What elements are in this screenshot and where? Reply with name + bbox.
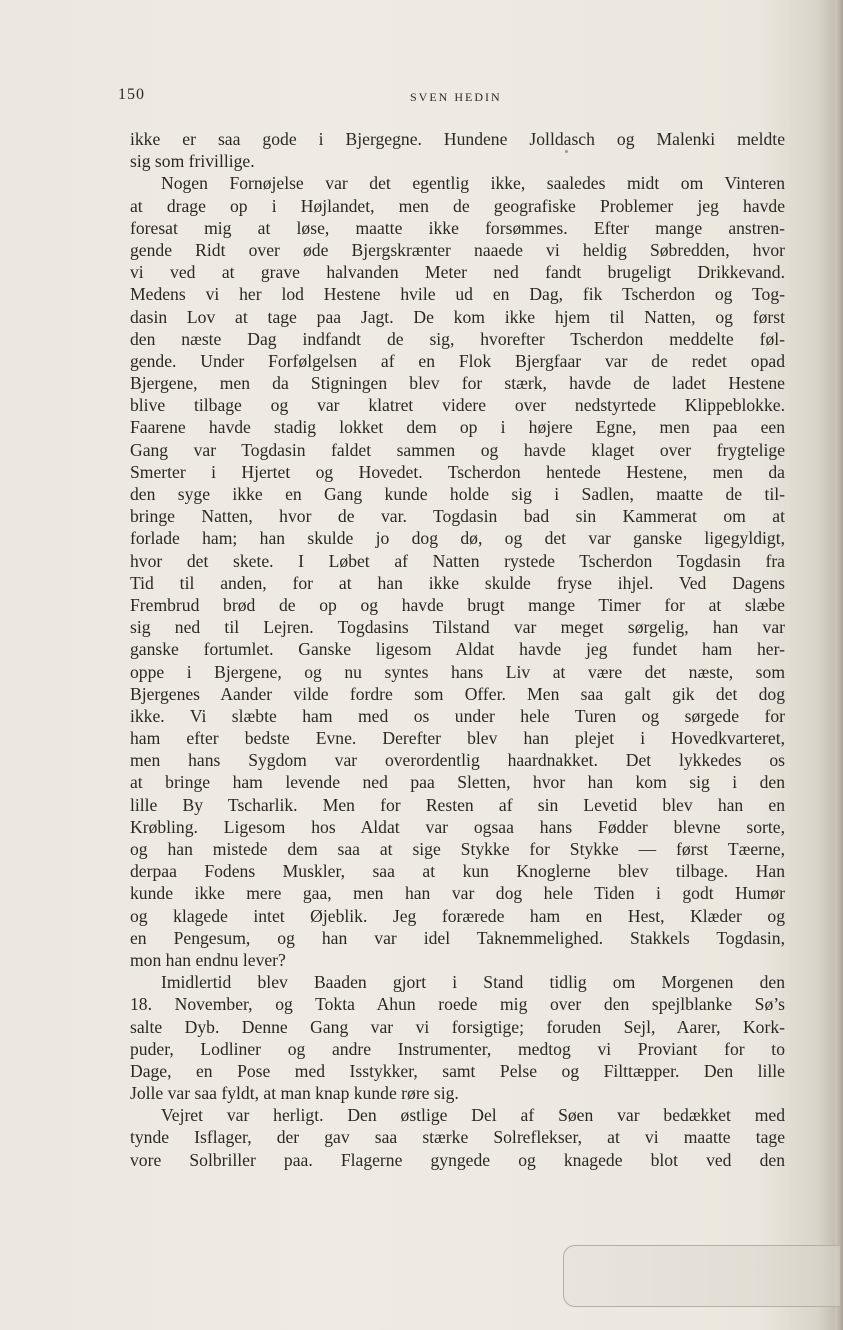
text-line: Gang var Togdasin faldet sammen og havde klaget over frygtelige: [130, 439, 785, 460]
text-line: gende Ridt over øde Bjergskrænter naaede vi heldig Søbredden, hvor: [130, 239, 785, 260]
text-line: Medens vi her lod Hestene hvile ud en Dag, fik Tscherdon og Tog-: [130, 284, 785, 305]
text-line: foresat mig at løse, maatte ikke forsømmes. Efter mange anstren-: [130, 217, 785, 238]
text-line: dasin Lov at tage paa Jagt. De kom ikke hjem til Natten, og først: [130, 306, 785, 327]
text-line: men hans Sygdom var overordentlig haardnakket. Det lykkedes os: [130, 750, 785, 771]
text-line: bringe Natten, hvor de var. Togdasin bad sin Kammerat om at: [130, 506, 785, 527]
text-line: vi ved at grave halvanden Meter ned fandt brugeligt Drikkevand.: [130, 262, 785, 283]
text-line: Faarene havde stadig lokket dem op i højere Egne, men paa een: [130, 417, 785, 438]
text-line: en Pengesum, og han var idel Taknemmelighed. Stakkels Togdasin,: [130, 927, 785, 948]
text-line: ikke er saa gode i Bjergegne. Hundene Jolldasch og Malenki meldte: [130, 129, 785, 149]
text-line: oppe i Bjergene, og nu syntes hans Liv at være det næste, som: [130, 661, 785, 682]
text-line: Frembrud brød de op og havde brugt mange Timer for at slæbe: [130, 594, 785, 615]
text-line: tynde Isflager, der gav saa stærke Solreflekser, at vi maatte tage: [130, 1127, 785, 1148]
text-line: mon han endnu lever?: [130, 949, 286, 970]
text-line: salte Dyb. Denne Gang var vi forsigtige; foruden Sejl, Aarer, Kork-: [130, 1016, 785, 1037]
text-line: Krøbling. Ligesom hos Aldat var ogsaa hans Fødder blevne sorte,: [130, 816, 785, 837]
text-line: hvor det skete. I Løbet af Natten rystede Tscherdon Togdasin fra: [130, 550, 785, 571]
library-label-outline: [563, 1245, 840, 1307]
body-text: [130, 128, 785, 1171]
text-line: Dage, en Pose med Isstykker, samt Pelse og Filttæpper. Den lille: [130, 1060, 785, 1081]
text-line: ham efter bedste Evne. Derefter blev han plejet i Hovedkvarteret,: [130, 728, 785, 749]
page-number: 150: [118, 86, 145, 103]
text-line: og klagede intet Øjeblik. Jeg forærede ham en Hest, Klæder og: [130, 905, 785, 926]
text-line: forlade ham; han skulde jo dog dø, og det var ganske ligegyldigt,: [130, 528, 785, 549]
running-head: SVEN HEDIN: [410, 90, 502, 104]
text-line: Bjergene, men da Stigningen blev for stærk, havde de ladet Hestene: [130, 373, 785, 394]
text-line: derpaa Fodens Muskler, saa at kun Knoglerne blev tilbage. Han: [130, 861, 785, 882]
text-line: gende. Under Forfølgelsen af en Flok Bjergfaar var de redet opad: [130, 350, 785, 371]
text-line: Imidlertid blev Baaden gjort i Stand tidlig om Morgenen den: [161, 972, 785, 993]
text-line: 18. November, og Tokta Ahun roede mig over den spejlblanke Sø’s: [130, 994, 785, 1015]
text-line: at drage op i Højlandet, men de geografiske Problemer jeg havde: [130, 195, 785, 216]
text-line: ikke. Vi slæbte ham med os under hele Turen og sørgede for: [130, 705, 785, 726]
text-line: og han mistede dem saa at sige Stykke for Stykke — først Tæerne,: [130, 839, 785, 859]
text-line: Bjergenes Aander vilde fordre som Offer. Men saa galt gik det dog: [130, 683, 785, 704]
text-line: puder, Lodliner og andre Instrumenter, medtog vi Proviant for to: [130, 1038, 785, 1059]
text-line: Smerter i Hjertet og Hovedet. Tscherdon hentede Hestene, men da: [130, 461, 785, 482]
page-header: [118, 86, 790, 110]
text-line: Jolle var saa fyldt, at man knap kunde røre sig.: [130, 1083, 459, 1104]
text-line: den syge ikke en Gang kunde holde sig i Sadlen, maatte de til-: [130, 484, 785, 504]
text-line: ganske fortumlet. Ganske ligesom Aldat havde jeg fundet ham her-: [130, 639, 785, 660]
text-line: lille By Tscharlik. Men for Resten af sin Levetid blev han en: [130, 794, 785, 815]
text-line: Vejret var herligt. Den østlige Del af Søen var bedækket med: [161, 1105, 785, 1126]
text-line: at bringe ham levende ned paa Sletten, hvor han kom sig i den: [130, 772, 785, 793]
text-line: kunde ikke mere gaa, men han var dog hele Tiden i godt Humør: [130, 883, 785, 904]
text-line: den næste Dag indfandt de sig, hvorefter Tscherdon meddelte føl-: [130, 328, 785, 349]
text-line: sig som frivillige.: [130, 151, 255, 172]
text-line: blive tilbage og var klatret videre over nedstyrtede Klippeblokke.: [130, 395, 785, 416]
page-edge: [835, 0, 843, 1330]
text-line: vore Solbriller paa. Flagerne gyngede og knagede blot ved den: [130, 1149, 785, 1170]
text-line: sig ned til Lejren. Togdasins Tilstand var meget sørgelig, han var: [130, 617, 785, 638]
text-line: Nogen Fornøjelse var det egentlig ikke, saaledes midt om Vinteren: [161, 173, 785, 194]
text-line: Tid til anden, for at han ikke skulde fryse ihjel. Ved Dagens: [130, 572, 785, 593]
